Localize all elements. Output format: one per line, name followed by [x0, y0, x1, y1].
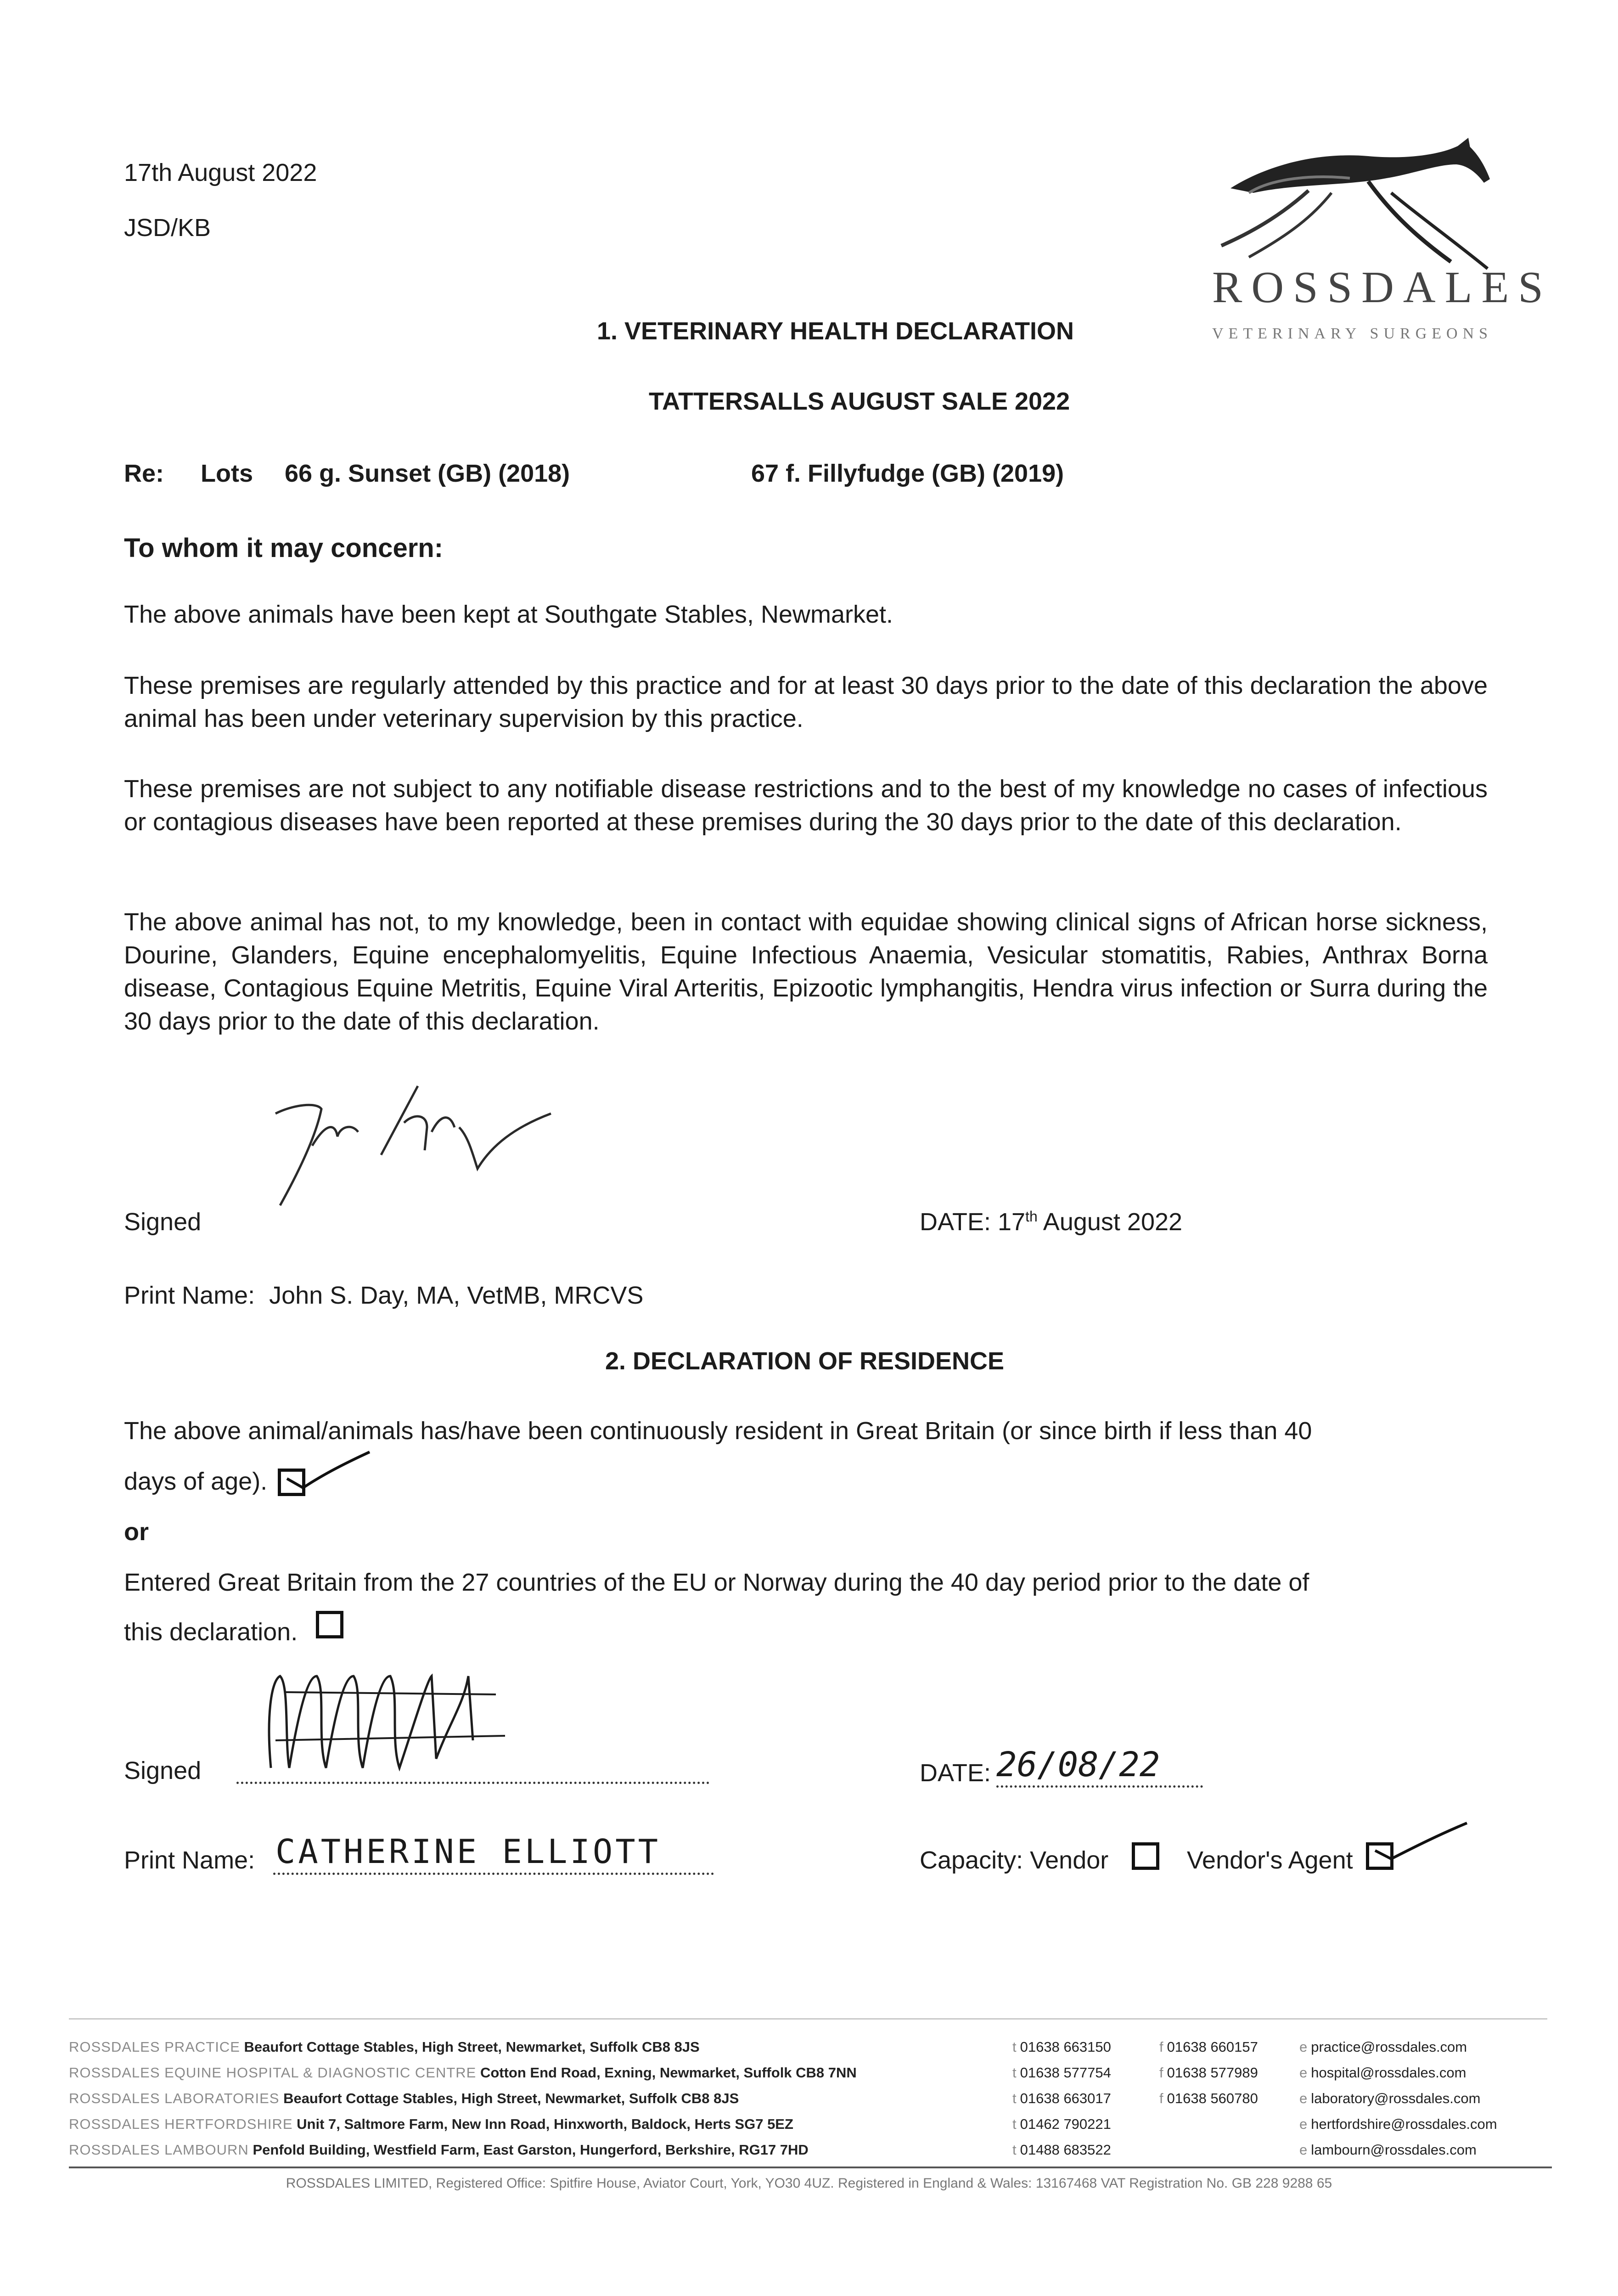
print-name-1: Print Name: John S. Day, MA, VetMB, MRCVS [124, 1282, 644, 1309]
declaration-date-1: DATE: 17th August 2022 [920, 1208, 1183, 1236]
rossdales-logo [1194, 124, 1552, 354]
horse-logo-icon [1194, 124, 1506, 276]
paragraph-restrictions: These premises are not subject to any notifiable disease restrictions and to the best of my knowledge no cases of infectious or contagious diseases have been reported at these premises during the 30 days prior to the date of this declaration. [124, 775, 1488, 836]
footer-fax-hospital: f 01638 577989 [1159, 2065, 1258, 2081]
date-handwritten: 26/08/22 [996, 1745, 1160, 1784]
logo-tagline: VETERINARY SURGEONS [1212, 325, 1493, 342]
salutation: To whom it may concern: [124, 533, 444, 563]
residence-option-2-line-2: this declaration. [124, 1618, 298, 1646]
footer-fax-practice: f 01638 660157 [1159, 2039, 1258, 2055]
footer-fax-laboratories: f 01638 560780 [1159, 2090, 1258, 2106]
paragraph-supervision: These premises are regularly attended by this practice and for at least 30 days prior to the date of this declaration the above animal has been under veterinary supervision by this practice. [124, 672, 1488, 732]
footer-email-laboratory[interactable]: e laboratory@rossdales.com [1299, 2090, 1481, 2106]
vendors-agent-label: Vendor's Agent [1187, 1846, 1353, 1874]
footer-phone-practice: t 01638 663150 [1012, 2039, 1111, 2055]
footer-office-laboratories: ROSSDALES LABORATORIES Beaufort Cottage Stables, High Street, Newmarket, Suffolk CB8 8JS [69, 2090, 739, 2106]
date-label-2: DATE: [920, 1759, 991, 1787]
print-name-label-2: Print Name: [124, 1846, 255, 1874]
vendor-checkbox[interactable] [1132, 1842, 1159, 1870]
footer-email-practice[interactable]: e practice@rossdales.com [1299, 2039, 1467, 2055]
vendor-signature [257, 1649, 560, 1782]
residence-option-1-line-2: days of age). [124, 1468, 268, 1495]
residence-option-2-line-1: Entered Great Britain from the 27 countries of the EU or Norway during the 40 day period prior to the date of [124, 1569, 1309, 1596]
residence-option-1-line-1: The above animal/animals has/have been continuously resident in Great Britain (or since birth if less than 40 [124, 1417, 1312, 1445]
re-label: Re: [124, 460, 164, 487]
footer-office-practice: ROSSDALES PRACTICE Beaufort Cottage Stables, High Street, Newmarket, Suffolk CB8 8JS [69, 2039, 700, 2055]
option-2-checkbox[interactable] [316, 1611, 343, 1638]
lot-66: 66 g. Sunset (GB) (2018) [285, 460, 570, 487]
paragraph-premises: The above animals have been kept at Southgate Stables, Newmarket. [124, 601, 893, 628]
lots-label: Lots [201, 460, 253, 487]
footer-registered-office: ROSSDALES LIMITED, Registered Office: Spitfire House, Aviator Court, York, YO30 4UZ. Registered in England & Wales: 13167468 VAT Registration No. GB 228 9288 65 [286, 2176, 1332, 2191]
footer-rule [69, 2167, 1552, 2168]
vendors-agent-checkmark [1371, 1818, 1472, 1869]
section-2-heading: 2. DECLARATION OF RESIDENCE [605, 1347, 1005, 1375]
section-1-heading: 1. VETERINARY HEALTH DECLARATION [597, 317, 1074, 345]
print-name-dotted-line [273, 1873, 714, 1875]
capacity-vendor-label: Capacity: Vendor [920, 1846, 1109, 1874]
sale-title: TATTERSALLS AUGUST SALE 2022 [649, 388, 1070, 415]
signature-dotted-line [236, 1782, 709, 1784]
footer-phone-lambourn: t 01488 683522 [1012, 2142, 1111, 2158]
or-label: or [124, 1518, 149, 1546]
signed-label-2: Signed [124, 1757, 202, 1784]
signed-label-1: Signed [124, 1208, 202, 1236]
footer-top-rule [69, 2018, 1547, 2020]
footer-office-lambourn: ROSSDALES LAMBOURN Penfold Building, Westfield Farm, East Garston, Hungerford, Berkshire, RG17 7HD [69, 2142, 809, 2158]
footer-email-hospital[interactable]: e hospital@rossdales.com [1299, 2065, 1466, 2081]
footer-email-lambourn[interactable]: e lambourn@rossdales.com [1299, 2142, 1477, 2158]
footer-email-hertfordshire[interactable]: e hertfordshire@rossdales.com [1299, 2116, 1497, 2132]
option-1-checkmark [282, 1446, 374, 1497]
footer-phone-hertfordshire: t 01462 790221 [1012, 2116, 1111, 2132]
print-name-value-1: John S. Day, MA, VetMB, MRCVS [269, 1282, 644, 1309]
logo-name: ROSSDALES [1212, 263, 1552, 312]
footer-phone-hospital: t 01638 577754 [1012, 2065, 1111, 2081]
date-dotted-line [996, 1785, 1203, 1788]
letter-reference: JSD/KB [124, 214, 211, 242]
footer-office-hospital: ROSSDALES EQUINE HOSPITAL & DIAGNOSTIC CENTRE Cotton End Road, Exning, Newmarket, Suffolk CB8 7NN [69, 2065, 857, 2081]
footer-phone-laboratories: t 01638 663017 [1012, 2090, 1111, 2106]
letter-date: 17th August 2022 [124, 159, 317, 186]
paragraph-diseases: The above animal has not, to my knowledge, been in contact with equidae showing clinical signs of African horse sickness, Dourine, Glanders, Equine encephalomyelitis, Equine Infectious Anaemia, Vesicular stomatitis, Rabies, Anthrax Borna disease, Contagious Equine Metritis, Equine Viral Arteritis, Epizootic lymphangitis, Hendra virus infection or Surra during the 30 days prior to the date of this declaration. [124, 908, 1488, 1035]
print-name-handwritten: CATHERINE ELLIOTT [275, 1832, 661, 1871]
vet-signature [266, 1077, 569, 1215]
footer-office-hertfordshire: ROSSDALES HERTFORDSHIRE Unit 7, Saltmore Farm, New Inn Road, Hinxworth, Baldock, Herts SG7 5EZ [69, 2116, 793, 2132]
lot-67: 67 f. Fillyfudge (GB) (2019) [751, 460, 1064, 487]
